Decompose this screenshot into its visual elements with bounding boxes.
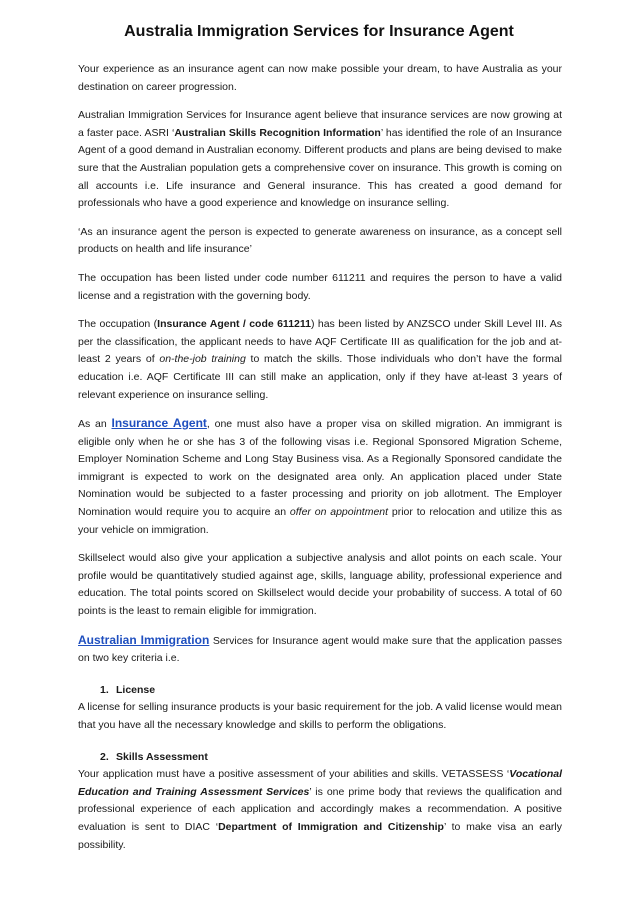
paragraph-text: Australian Immigration Services for Insurance agent believe that insurance services are now growing at a faster pace. ASRI ‘ (78, 109, 562, 139)
vetassess-name: Vocational Education and Training Assessment Services (78, 768, 562, 798)
paragraph-skillselect: Skillselect would also give your application a subjective analysis and allot points on each scale. Your profile would be quantitatively studied against age, skills, language ability, professional experience and education. The total points scored on Skillselect would decide your probability of success. A total of 60 points is the least to remain eligible for immigration. (78, 552, 562, 618)
list-item-heading (100, 749, 562, 767)
document-body (78, 61, 562, 865)
offer-phrase: offer on appointment (289, 506, 389, 519)
paragraph-text: ’ to make visa an early possibility. (78, 820, 562, 851)
paragraph-text: As an (78, 418, 112, 431)
list-number: 1. (100, 683, 109, 696)
occupation-code: Insurance Agent / code 611211 (157, 318, 311, 331)
list-item-heading (100, 682, 562, 700)
paragraph-criteria (78, 632, 562, 668)
australian-immigration-link[interactable]: Australian Immigration (78, 632, 210, 647)
paragraph-text: prior to relocation and utilize this as your vehicle on immigration. (78, 506, 562, 536)
paragraph-anzsco (78, 316, 562, 404)
paragraph-quote: ‘As an insurance agent the person is expected to generate awareness on insurance, as a concept sell products on health and life insurance’ (78, 225, 562, 256)
list-heading-text: Skills Assessment (116, 750, 208, 763)
list-item-text (78, 766, 562, 854)
paragraph-occupation-code: The occupation has been listed under code number 611211 and requires the person to have a valid license and a registration with the governing body. (78, 271, 562, 302)
training-phrase: on-the-job training (159, 353, 246, 366)
paragraph-text: ’ is one prime body that reviews the qualification and professional experience of each application and accordingly makes a recommendation. A positive evaluation is sent to DIAC ‘ (78, 785, 563, 833)
insurance-agent-link[interactable]: Insurance Agent (111, 416, 207, 431)
paragraph-text: The occupation ( (78, 318, 158, 331)
diac-name: Department of Immigration and Citizenship (218, 820, 444, 833)
page-title: Australia Immigration Services for Insurance Agent (124, 23, 514, 40)
paragraph-asri (78, 107, 562, 213)
list-heading-text: License (116, 683, 156, 696)
paragraph-text: , one must also have a proper visa on skilled migration. An immigrant is eligible only when he or she has 3 of the following visas i.e. Regional Sponsored Migration Scheme, Employer Nomination Scheme and Long Stay Business visa. As a Regionally Sponsored candidate the immigrant is expected to work on the designated area only. An application placed under State Nomination would be subjected to a faster processing and priority on job allotment. The Employer Nomination would require you to acquire an (78, 418, 562, 519)
paragraph-text: ) has been listed by ANZSCO under Skill Level III. As per the classification, the applicant needs to have AQF Certificate III as qualification for the job and at-least 2 years of (78, 318, 562, 366)
list-item-text: A license for selling insurance products is your basic requirement for the job. A valid license would mean that you have all the necessary knowledge and skills to perform the obligations. (78, 701, 562, 731)
paragraph-intro: Your experience as an insurance agent can now make possible your dream, to have Australia as your destination on career progression. (78, 63, 562, 93)
paragraph-text: Services for Insurance agent would make sure that the application passes on two key criteria i.e. (78, 634, 562, 665)
paragraph-text: ’ has identified the role of an Insurance Agent of a good demand in Australian economy. Different products and plans are being devised to make sure that the Australian population gets a comprehensive cover on insurance. This growth is coming on all accounts i.e. Life insurance and General insurance. This has created a good demand for professionals who have a good experience and knowledge on insurance selling. (78, 126, 562, 210)
paragraph-text: to match the skills. Those individuals who don’t have the formal education i.e. AQF Certificate III can still make an application, only if they have at-least 3 years of relevant experience on insurance selling. (78, 353, 562, 401)
asri-name: Australian Skills Recognition Information (174, 126, 381, 139)
paragraph-text: Your application must have a positive assessment of your abilities and skills. VETASSESS ‘ (78, 768, 510, 781)
paragraph-visa (78, 415, 562, 539)
list-number: 2. (100, 750, 109, 763)
